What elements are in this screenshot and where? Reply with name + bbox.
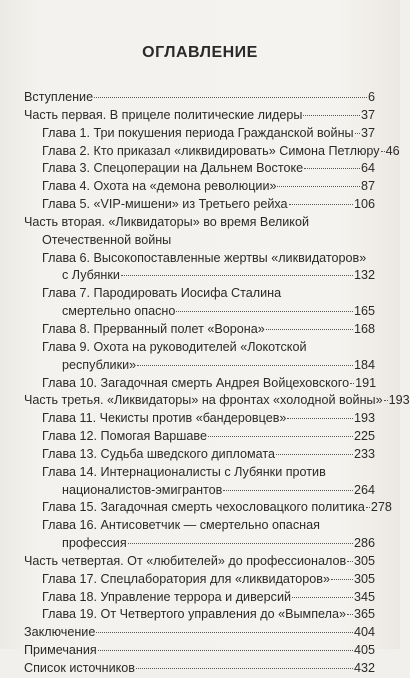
toc-chapter-entry[interactable] <box>24 375 375 393</box>
toc-page-number: 365 <box>353 607 375 622</box>
toc-part-entry[interactable] <box>24 660 375 678</box>
toc-entry-text: Глава 13. Судьба шведского дипломата <box>42 446 276 461</box>
toc-entry-text: Глава 2. Кто приказал «ликвидировать» Симона Петлюру <box>42 143 380 158</box>
dot-leader <box>136 667 353 669</box>
toc-entry-text: Глава 12. Помогая Варшаве <box>42 429 207 444</box>
toc-part-entry[interactable] <box>24 214 375 232</box>
dot-leader <box>98 649 353 651</box>
dot-leader <box>277 185 360 187</box>
toc-page-number: 193 <box>353 411 375 426</box>
toc-entry-text: Примечания <box>24 643 97 658</box>
toc-page-number: 225 <box>353 429 375 444</box>
dot-leader <box>176 310 353 312</box>
toc-entry-text: Часть четвертая. От «любителей» до профессионалов <box>24 553 347 568</box>
toc-chapter-entry[interactable] <box>24 446 375 464</box>
toc-entry-text: Глава 18. Управление террора и диверсий <box>42 589 292 604</box>
dot-leader <box>304 167 360 169</box>
toc-page-number: 191 <box>355 375 377 390</box>
toc-entry-text: Часть первая. В прицеле политические лидеры <box>24 107 303 122</box>
toc-entry-text: Заключение <box>24 625 96 640</box>
dot-leader <box>384 399 388 401</box>
toc-page-number: 132 <box>353 268 375 283</box>
toc-chapter-entry[interactable] <box>24 517 375 535</box>
toc-entry-text: Отечественной войны <box>42 232 172 247</box>
toc-chapter-entry[interactable] <box>24 303 375 321</box>
toc-page-number: 37 <box>360 125 375 140</box>
toc-page-number: 432 <box>353 661 375 675</box>
dot-leader <box>121 274 353 276</box>
toc-chapter-entry[interactable] <box>24 499 392 517</box>
toc-chapter-entry[interactable] <box>24 464 375 482</box>
toc-chapter-entry[interactable] <box>24 321 375 339</box>
toc-chapter-entry[interactable] <box>24 339 375 357</box>
toc-chapter-entry[interactable] <box>24 357 375 375</box>
toc-chapter-entry[interactable] <box>24 589 375 607</box>
dot-leader <box>266 328 353 330</box>
toc-chapter-entry[interactable] <box>24 428 375 446</box>
toc-chapter-entry[interactable] <box>24 196 375 214</box>
dot-leader <box>128 542 353 544</box>
dot-leader <box>94 96 367 98</box>
toc-chapter-entry[interactable] <box>24 535 375 553</box>
toc-entry-text: Глава 17. Спецлаборатория для «ликвидаторов» <box>42 571 330 586</box>
toc-chapter-entry[interactable] <box>24 267 375 285</box>
toc-chapter-entry[interactable] <box>24 160 375 178</box>
toc-part-entry[interactable] <box>24 107 375 125</box>
dot-leader <box>208 435 353 437</box>
toc-entry-text: республики» <box>62 357 137 372</box>
toc-entry-text: Список источников <box>24 661 135 675</box>
toc-part-entry[interactable] <box>24 553 375 571</box>
dot-leader <box>331 578 353 580</box>
dot-leader <box>276 453 353 455</box>
toc-entry-text: Глава 7. Пародировать Иосифа Сталина <box>42 286 282 301</box>
dot-leader <box>289 203 353 205</box>
toc-entry-text: с Лубянки <box>62 268 120 283</box>
dot-leader <box>287 417 353 419</box>
toc-part-entry[interactable] <box>24 624 375 642</box>
toc-entry-text: Часть третья. «Ликвидаторы» на фронтах «холодной войны» <box>24 393 383 408</box>
toc-chapter-entry[interactable] <box>24 606 375 624</box>
toc-page-number: 264 <box>353 482 375 497</box>
toc-entry-text: Глава 8. Прерванный полет «Ворона» <box>42 321 265 336</box>
toc-page-number: 305 <box>353 553 375 568</box>
toc-chapter-entry[interactable] <box>24 482 375 500</box>
toc-page-number: 286 <box>353 536 375 551</box>
toc-entry-text: Глава 5. «VIP-мишени» из Третьего рейха <box>42 197 288 212</box>
toc-entry-text: Глава 16. Антисоветчик — смертельно опасная <box>42 518 320 533</box>
dot-leader <box>347 560 353 562</box>
dot-leader <box>137 364 353 366</box>
toc-chapter-entry[interactable] <box>24 178 375 196</box>
toc-page-number: 168 <box>353 321 375 336</box>
dot-leader <box>223 489 353 491</box>
toc-page-number: 165 <box>353 304 375 319</box>
toc-entry-text: Глава 4. Охота на «демона революции» <box>42 179 277 194</box>
toc-entry-text: Глава 19. От Четвертого управления до «Вымпела» <box>42 607 346 622</box>
toc-chapter-entry[interactable] <box>24 285 375 303</box>
toc-entry-text: Глава 15. Загадочная смерть чехословацкого политика <box>42 500 365 515</box>
toc-entry-text: националистов-эмигрантов <box>62 482 223 497</box>
toc-entry-text: Часть вторая. «Ликвидаторы» во время Великой <box>24 214 309 229</box>
dot-leader <box>303 114 360 116</box>
toc-chapter-entry[interactable] <box>24 250 375 268</box>
toc-chapter-entry[interactable] <box>24 125 375 143</box>
toc-page-number: 405 <box>353 643 375 658</box>
toc-chapter-entry[interactable] <box>24 410 375 428</box>
toc-chapter-entry[interactable] <box>24 143 400 161</box>
dot-leader <box>292 596 353 598</box>
toc-page-number: 345 <box>353 589 375 604</box>
toc-page-number: 404 <box>353 625 375 640</box>
toc-title: ОГЛАВЛЕНИЕ <box>142 44 258 61</box>
toc-part-entry[interactable] <box>24 642 375 660</box>
dot-leader <box>96 631 353 633</box>
toc-page-number: 64 <box>360 161 375 176</box>
toc-entry-text: Глава 10. Загадочная смерть Андрея Войцеховского <box>42 375 350 390</box>
toc-page-number: 193 <box>388 393 410 408</box>
toc-entry-text: Глава 1. Три покушения периода Гражданской войны <box>42 125 354 140</box>
dot-leader <box>347 613 353 615</box>
dot-leader <box>350 382 354 384</box>
dot-leader <box>355 132 360 134</box>
toc-entry-text: Глава 9. Охота на руководителей «Локотской <box>42 339 307 354</box>
toc-entry-text: Глава 6. Высокопоставленные жертвы «ликвидаторов» <box>42 250 367 265</box>
toc-page-number: 184 <box>353 357 375 372</box>
toc-part-entry[interactable] <box>24 89 375 107</box>
toc-page-number: 46 <box>385 143 400 158</box>
toc-page-number: 106 <box>353 197 375 212</box>
toc-entry-text: Глава 3. Спецоперации на Дальнем Востоке <box>42 161 304 176</box>
toc-page-number: 87 <box>360 179 375 194</box>
toc-entry-text: профессия <box>62 536 127 551</box>
toc-entry-text: Глава 14. Интернационалисты с Лубянки против <box>42 464 326 479</box>
toc-page-number: 278 <box>370 500 392 515</box>
toc-entry-text: Глава 11. Чекисты против «бандеровцев» <box>42 411 287 426</box>
dot-leader <box>381 150 385 152</box>
toc-entry-text: Вступление <box>24 90 94 104</box>
toc-page-number: 305 <box>353 571 375 586</box>
toc-part-entry[interactable] <box>24 392 410 410</box>
toc-page-number: 6 <box>367 90 375 104</box>
toc-part-entry[interactable] <box>24 232 375 250</box>
table-of-contents <box>24 89 410 678</box>
dot-leader <box>366 506 370 508</box>
toc-chapter-entry[interactable] <box>24 571 375 589</box>
toc-entry-text: смертельно опасно <box>62 304 176 319</box>
toc-page-number: 37 <box>360 107 375 122</box>
toc-page-number: 233 <box>353 446 375 461</box>
